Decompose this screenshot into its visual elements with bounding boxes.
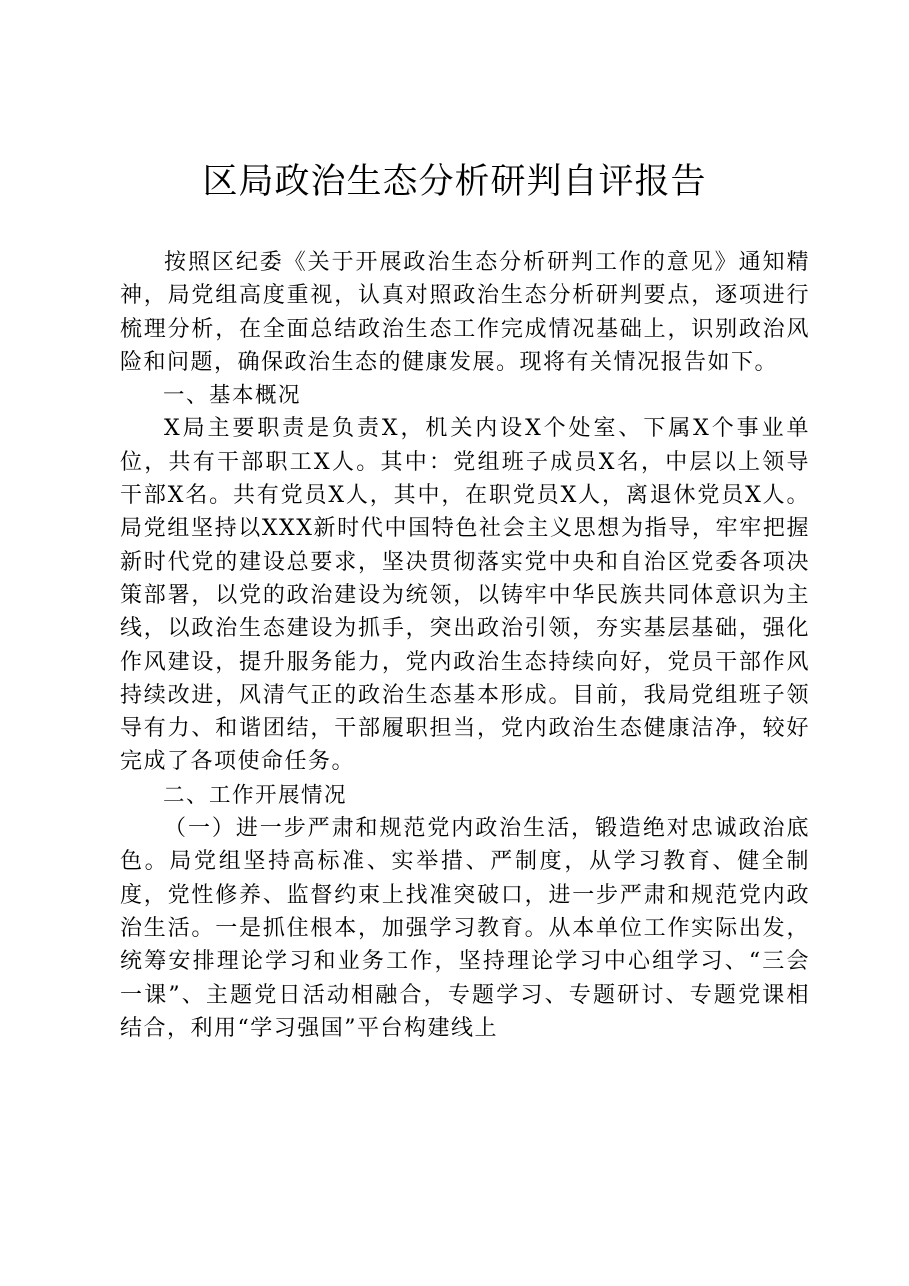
intro-paragraph: 按照区纪委《关于开展政治生态分析研判工作的意见》通知精神，局党组高度重视，认真对照政治生态分析研判要点，逐项进行梳理分析，在全面总结政治生态工作完成情况基础上，识别政治风险和问题，确保政治生态的健康发展。现将有关情况报告如下。: [120, 250, 810, 375]
section-1-heading: 一、基本概况: [163, 383, 302, 409]
section-1-paragraph: X局主要职责是负责X，机关内设X个处室、下属X个事业单位，共有干部职工X人。其中：党组班子成员X名，中层以上领导干部X名。共有党员X人，其中，在职党员X人，离退休党员X人。局党组坚持以XXX新时代中国特色社会主义思想为指导，牢牢把握新时代党的建设总要求，坚决贯彻落实党中央和自治区党委各项决策部署，以党的政治建设为统领，以铸牢中华民族共同体意识为主线，以政治生态建设为抓手，突出政治引领，夯实基层基础，强化作风建设，提升服务能力，党内政治生态持续向好，党员干部作风持续改进，风清气正的政治生态基本形成。目前，我局党组班子领导有力、和谐团结，干部履职担当，党内政治生态健康洁净，较好完成了各项使命任务。: [120, 416, 810, 775]
document-body: [120, 246, 810, 1045]
document-title: 区局政治生态分析研判自评报告: [202, 162, 707, 202]
section-2-item-1-paragraph: （一）进一步严肃和规范党内政治生活，锻造绝对忠诚政治底色。局党组坚持高标准、实举措、严制度，从学习教育、健全制度，党性修养、监督约束上找准突破口，进一步严肃和规范党内政治生活。一是抓住根本，加强学习教育。从本单位工作实际出发，统筹安排理论学习和业务工作，坚持理论学习中心组学习、“三会一课”、主题党日活动相融合，专题学习、专题研讨、专题党课相结合，利用“学习强国”平台构建线上: [120, 816, 810, 1041]
section-2-heading: 二、工作开展情况: [163, 782, 348, 808]
